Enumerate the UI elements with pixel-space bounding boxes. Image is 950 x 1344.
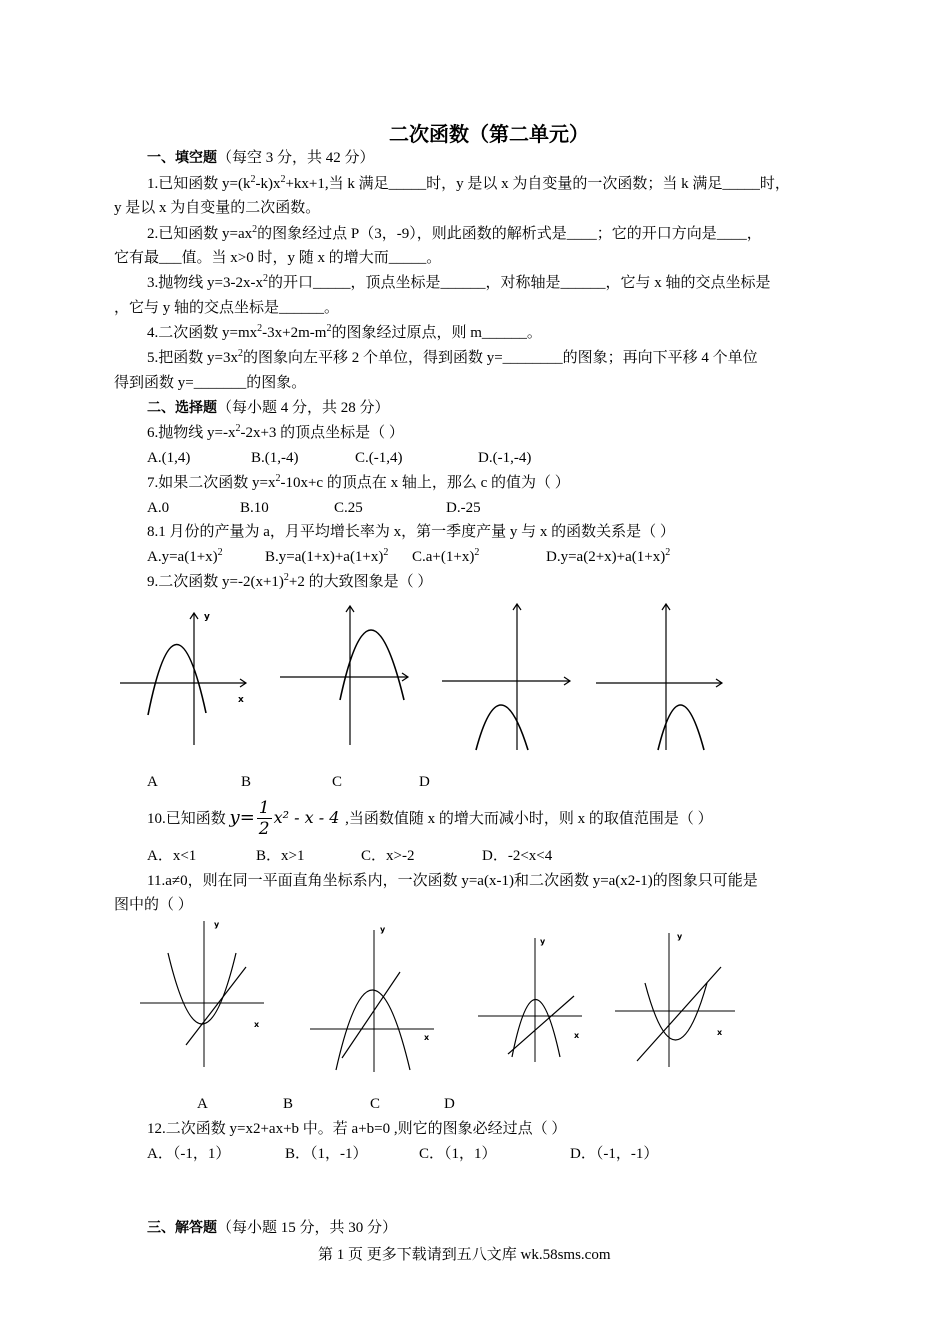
q6-option-b: B.(1,-4) <box>251 450 299 466</box>
axis-label-x: x <box>424 1033 430 1042</box>
section-note: （每空 3 分，共 42 分） <box>217 150 375 166</box>
q8-option-d: $D.y=a(2+x)+a(1+x)^2$ <box>546 547 671 565</box>
q9-graph-b <box>278 600 418 745</box>
question-5-line-2: 得到函数 y=_______的图象。 <box>114 375 307 391</box>
q9-label-b: B <box>241 774 252 790</box>
q9-label-c: C <box>332 774 343 790</box>
q11-label-b: B <box>283 1096 294 1112</box>
q8-option-b: $B.y=a(1+x)+a(1+x)^2$ <box>265 547 389 565</box>
q9-graph-d <box>594 600 734 755</box>
q11-graph-d <box>613 927 743 1072</box>
q10-option-d: D．-2<x<4 <box>482 848 553 864</box>
q6-option-a: A.(1,4) <box>147 450 191 466</box>
section-heading: 三、解答题 <box>147 1220 217 1236</box>
question-4: 4.二次函数 $y=mx^2-3x+2m-m^2$的图象经过原点，则 m______。 <box>147 323 542 341</box>
question-3-line-2: ，它与 y 轴的交点坐标是______。 <box>114 300 340 316</box>
q10-formula: y= $\frac{1}{2}$ x² - x - 4 <box>229 797 340 839</box>
q8-option-a: $A.y=a(1+x)^2$ <box>147 547 223 565</box>
section-fill-blank <box>147 148 375 168</box>
question-12: 12.二次函数 y=x2+ax+b 中。若 a+b=0 ,则它的图象必经过点（ ） <box>147 1121 567 1137</box>
axis-label-x: x <box>238 695 244 705</box>
q12-option-b: B．（1，-1） <box>285 1146 368 1162</box>
q10-option-c: C．x>-2 <box>361 848 415 864</box>
q7-option-c: C.25 <box>334 500 363 516</box>
q11-graph-c <box>474 932 594 1067</box>
question-7: 7.如果二次函数 $y=x^2-10x+c$ 的顶点在 x 轴上，那么 c 的值为（ ） <box>147 473 570 491</box>
q10-option-a: A．x<1 <box>147 848 197 864</box>
q12-option-a: A．（-1，1） <box>147 1146 231 1162</box>
axis-label-y: y <box>204 612 210 622</box>
question-10: 10.已知函数 y= $\frac{1}{2}$ x² - x - 4 ,当函数值随 x 的增大而减小时，则 x 的取值范围是（ ） <box>147 797 713 839</box>
q10-option-b: B．x>1 <box>256 848 305 864</box>
page-title: 二次函数（第二单元） <box>389 122 589 146</box>
axis-label-y: y <box>677 932 683 941</box>
question-2-line-2: 它有最___值。当 x>0 时，y 随 x 的增大而_____。 <box>114 250 442 266</box>
page-footer: 第 1 页 更多下载请到五八文库 wk.58sms.com <box>318 1247 611 1263</box>
q8-option-c: $C.a+(1+x)^2$ <box>412 547 480 565</box>
q11-label-c: C <box>370 1096 381 1112</box>
q9-graph-a <box>118 605 258 750</box>
q12-option-d: D．（-1，-1） <box>570 1146 659 1162</box>
q9-label-a: A <box>147 774 158 790</box>
question-1-line-2: y 是以 x 为自变量的二次函数。 <box>114 200 321 216</box>
axis-label-y: y <box>540 937 546 946</box>
q11-label-d: D <box>444 1096 455 1112</box>
question-11: 11.a≠0，则在同一平面直角坐标系内，一次函数 y=a(x-1)和二次函数 y=a(x2-1)的图象只可能是 <box>147 873 758 889</box>
question-5: 5.把函数 $y=3x^2$的图象向左平移 2 个单位，得到函数 y=________的图象；再向下平移 4 个单位 <box>147 348 758 366</box>
q7-option-b: B.10 <box>240 500 269 516</box>
q7-option-a: A.0 <box>147 500 170 516</box>
q12-option-c: C．（1，1） <box>419 1146 497 1162</box>
section-multiple-choice <box>147 398 390 418</box>
question-11-line-2: 图中的（ ） <box>114 897 193 913</box>
question-3: 3.抛物线 $y=3-2x-x^2$的开口_____，顶点坐标是______，对称轴是______，它与 x 轴的交点坐标是 <box>147 273 771 291</box>
question-6: 6.抛物线 $y=-x^2-2x+3$ 的顶点坐标是（ ） <box>147 423 404 441</box>
question-8: 8.1 月份的产量为 a，月平均增长率为 x，第一季度产量 y 与 x 的函数关系是（ ） <box>147 524 675 540</box>
fraction: $\frac{1}{2}$ <box>258 797 270 839</box>
q6-option-d: D.(-1,-4) <box>478 450 532 466</box>
q6-option-c: C.(-1,4) <box>355 450 403 466</box>
question-9: 9.二次函数 $y=-2(x+1)^2+2$ 的大致图象是（ ） <box>147 572 433 590</box>
q11-label-a: A <box>197 1096 208 1112</box>
q9-label-d: D <box>419 774 430 790</box>
axis-label-x: x <box>254 1020 260 1029</box>
q7-option-d: D.-25 <box>446 500 481 516</box>
axis-label-x: x <box>717 1028 723 1037</box>
question-2: 2.已知函数 $y=ax^2$的图象经过点 P（3，-9），则此函数的解析式是____；它的开口方向是____， <box>147 224 762 242</box>
axis-label-y: y <box>380 925 386 934</box>
axis-label-x: x <box>574 1031 580 1040</box>
section-heading: 一、填空题 <box>147 150 217 166</box>
question-1: 1.已知函数 $y=(k^2-k)x^2+kx+1$,当 k 满足_____时，y 是以 x 为自变量的一次函数；当 k 满足_____时， <box>147 174 790 192</box>
section-note: （每小题 4 分，共 28 分） <box>217 400 390 416</box>
q11-graph-b <box>306 920 446 1075</box>
section-answer <box>147 1218 397 1238</box>
section-note: （每小题 15 分，共 30 分） <box>217 1220 398 1236</box>
section-heading: 二、选择题 <box>147 400 217 416</box>
axis-label-y: y <box>214 920 220 929</box>
q9-graph-c <box>440 600 580 755</box>
q11-graph-a <box>138 915 278 1070</box>
